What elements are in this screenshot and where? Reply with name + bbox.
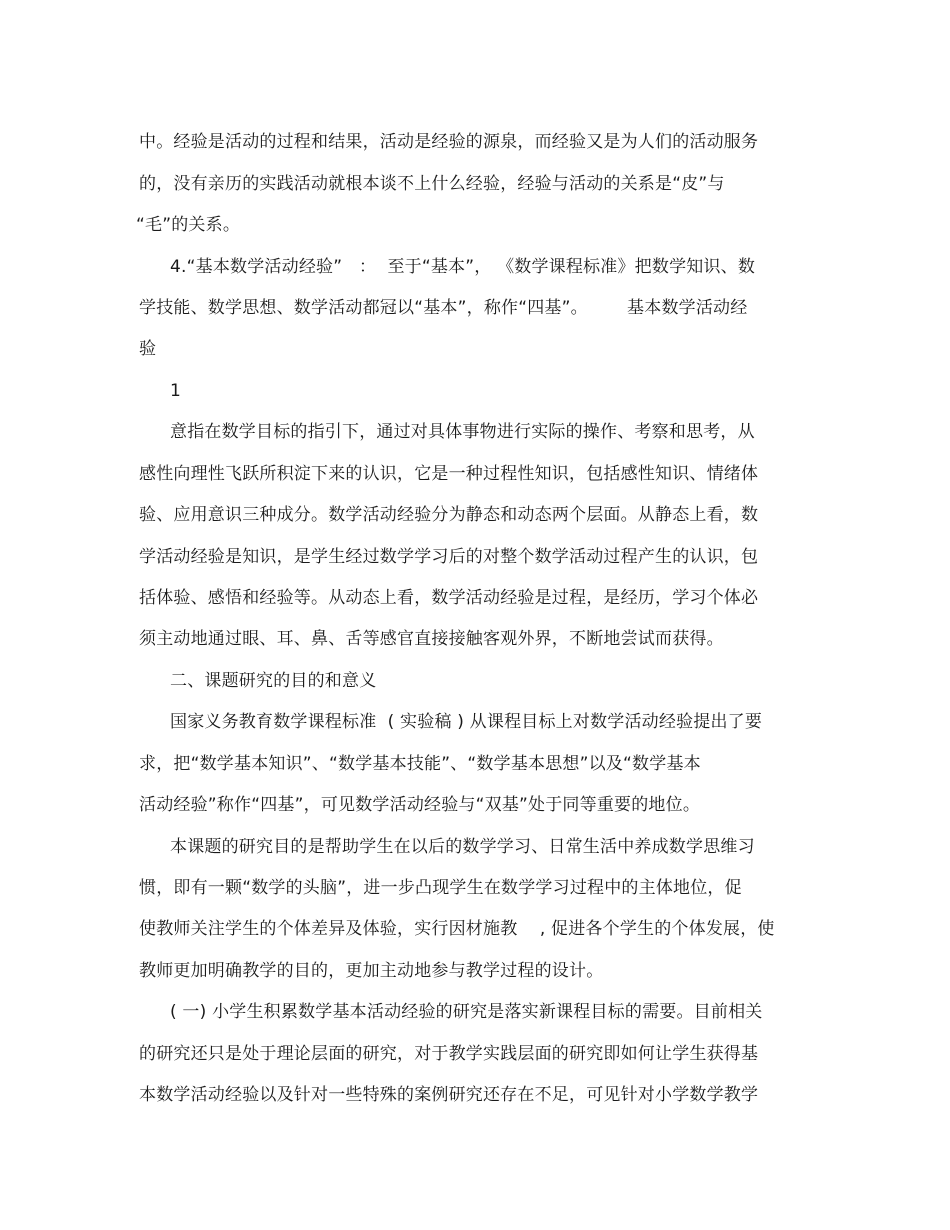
text-line-13: 须主动地通过眼、耳、鼻、舌等感官直接接触客观外界，不断地尝试而获得。 bbox=[139, 629, 724, 649]
text-line-8: 意指在数学目标的指引下，通过对具体事物进行实际的操作、考察和思考，从 bbox=[170, 422, 755, 442]
text-line-21: 教师更加明确教学的目的，更加主动地参与教学过程的设计。 bbox=[139, 961, 604, 981]
text-line-18: 本课题的研究目的是帮助学生在以后的数学学习、日常生活中养成数学思维习 bbox=[170, 837, 755, 857]
text-line-10: 验、应用意识三种成分。数学活动经验分为静态和动态两个层面。从静态上看，数 bbox=[139, 505, 759, 525]
text-line-2: 的，没有亲历的实践活动就根本谈不上什么经验，经验与活动的关系是“皮”与 bbox=[139, 174, 725, 194]
text-line-1: 中。经验是活动的过程和结果，活动是经验的源泉，而经验又是为人们的活动服务 bbox=[139, 132, 759, 152]
text-line-15: 国家义务教育数学课程标准 ( 实验稿 ) 从课程目标上对数学活动经验提出了要 bbox=[170, 712, 763, 732]
text-line-23: 的研究还只是处于理论层面的研究，对于教学实践层面的研究即如何让学生获得基 bbox=[139, 1044, 759, 1064]
text-line-20: 使教师关注学生的个体差异及体验，实行因材施教 , 促进各个学生的个体发展，使 bbox=[139, 919, 775, 939]
section-heading: 二、课题研究的目的和意义 bbox=[170, 671, 377, 691]
text-line-11: 学活动经验是知识，是学生经过数学学习后的对整个数学活动过程产生的认识，包 bbox=[139, 547, 759, 567]
text-line-12: 括体验、感悟和经验等。从动态上看，数学活动经验是过程，是经历，学习个体必 bbox=[139, 588, 759, 608]
text-line-9: 感性向理性飞跃所积淀下来的认识，它是一种过程性知识，包括感性知识、情绪体 bbox=[139, 464, 759, 484]
text-line-16: 求，把“数学基本知识”、“数学基本技能”、“数学基本思想”以及“数学基本 bbox=[139, 754, 701, 774]
text-line-19: 惯，即有一颗“数学的头脑”，进一步凸现学生在数学学习过程中的主体地位，促 bbox=[139, 878, 742, 898]
text-line-6: 验 bbox=[139, 339, 157, 359]
text-line-24: 本数学活动经验以及针对一些特殊的案例研究还存在不足，可见针对小学数学教学 bbox=[139, 1085, 759, 1105]
text-line-4: 4.“基本数学活动经验” ： 至于“基本”， 《数学课程标准》把数学知识、数 bbox=[170, 257, 756, 277]
text-line-5: 学技能、数学思想、数学活动都冠以“基本”，称作“四基”。 基本数学活动经 bbox=[139, 298, 748, 318]
text-line-22: ( 一) 小学生积累数学基本活动经验的研究是落实新课程目标的需要。目前相关 bbox=[170, 1002, 763, 1022]
page-number: 1 bbox=[170, 381, 182, 401]
text-line-17: 活动经验”称作“四基”，可见数学活动经验与“双基”处于同等重要的地位。 bbox=[139, 795, 701, 815]
text-line-3: “毛”的关系。 bbox=[136, 215, 241, 235]
